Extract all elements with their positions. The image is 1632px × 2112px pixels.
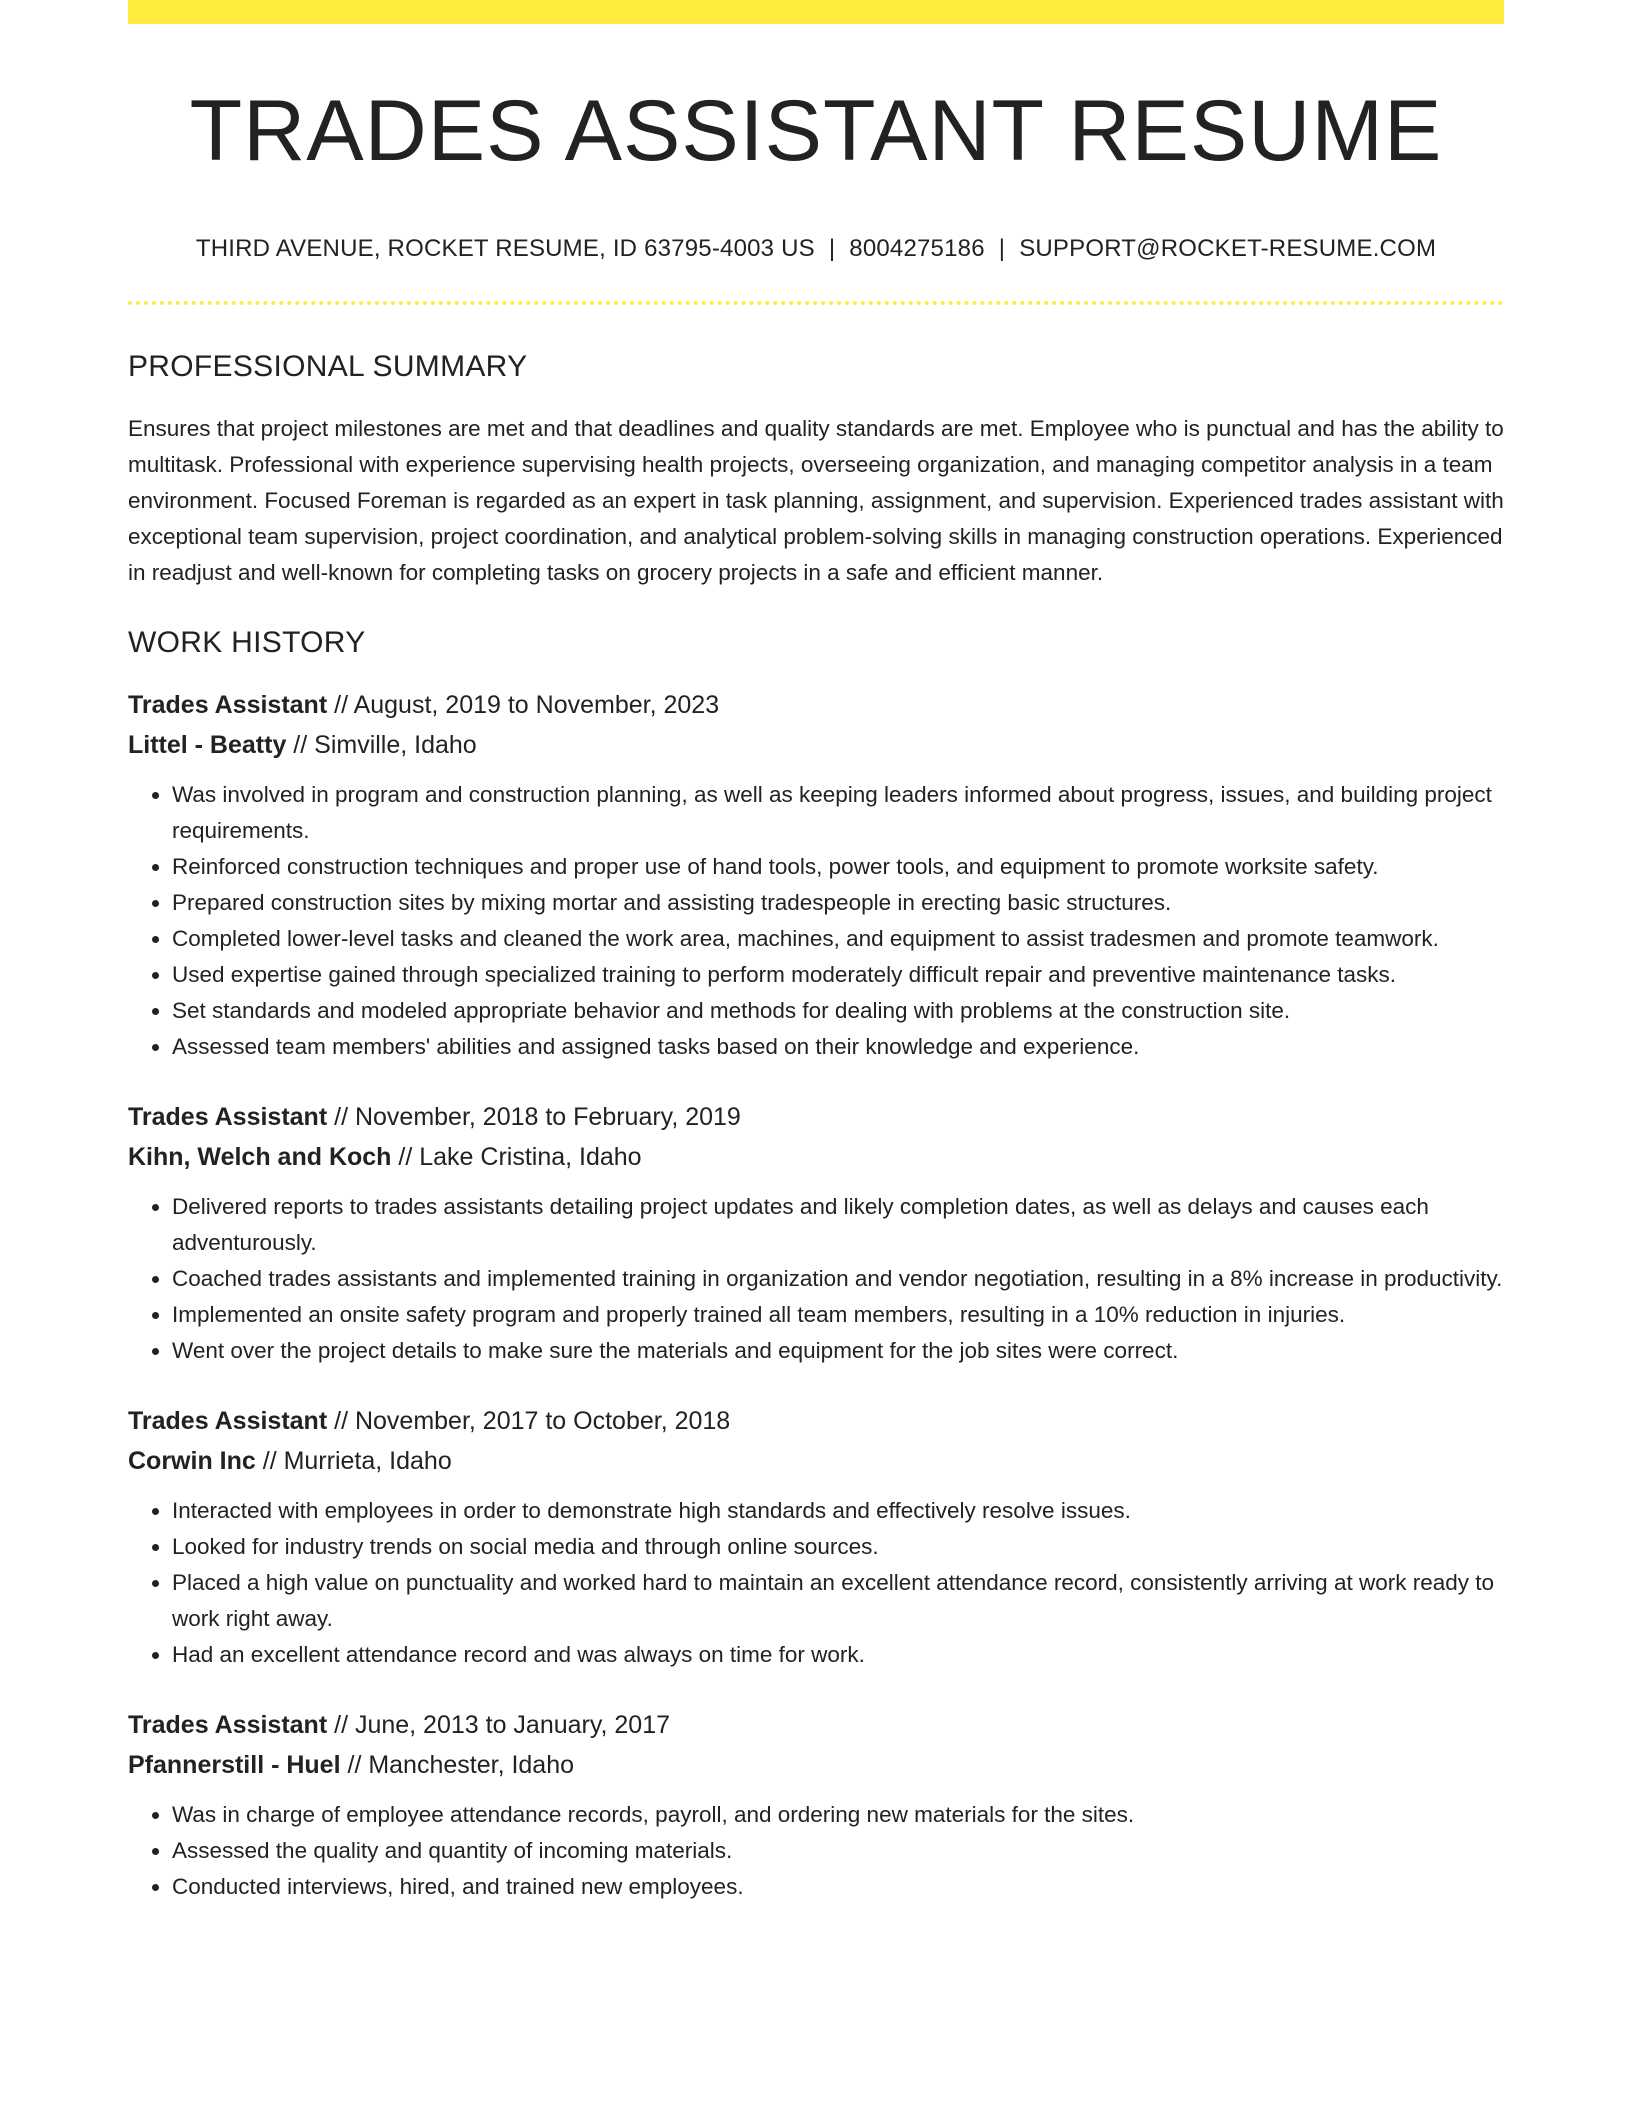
job-title: Trades Assistant <box>128 1103 328 1132</box>
job-title: Trades Assistant <box>128 691 328 720</box>
work-history-heading: WORK HISTORY <box>128 626 366 660</box>
list-item: • Coached trades assistants and implemented training in organization and vendor negotiation, resulting in a 8% increase in productivity. <box>172 1261 1504 1297</box>
work-history-list <box>128 685 1504 1905</box>
list-item: • Assessed the quality and quantity of incoming materials. <box>172 1833 1504 1869</box>
list-item: • Went over the project details to make sure the materials and equipment for the job sites were correct. <box>172 1333 1504 1369</box>
contact-email: SUPPORT@ROCKET-RESUME.COM <box>1019 234 1437 262</box>
job-entry <box>128 1705 1504 1905</box>
job-title-line <box>128 685 1504 725</box>
job-company-line <box>128 725 1504 765</box>
job-entry <box>128 1401 1504 1673</box>
resume-page <box>128 0 1504 1905</box>
list-item: • Delivered reports to trades assistants detailing project updates and likely completion dates, as well as delays and causes each adventurously. <box>172 1189 1504 1261</box>
list-item: • Reinforced construction techniques and proper use of hand tools, power tools, and equipment to promote worksite safety. <box>172 849 1504 885</box>
list-item: • Conducted interviews, hired, and trained new employees. <box>172 1869 1504 1905</box>
job-title-line <box>128 1097 1504 1137</box>
job-company-line <box>128 1745 1504 1785</box>
job-company: Pfannerstill - Huel <box>128 1751 341 1780</box>
contact-address: THIRD AVENUE, ROCKET RESUME, ID 63795-4003 US <box>195 234 815 262</box>
job-location: // Simville, Idaho <box>286 731 477 760</box>
job-location: // Lake Cristina, Idaho <box>391 1143 642 1172</box>
job-company: Littel - Beatty <box>128 731 287 760</box>
job-company: Kihn, Welch and Koch <box>128 1143 392 1172</box>
list-item: • Prepared construction sites by mixing mortar and assisting tradespeople in erecting basic structures. <box>172 885 1504 921</box>
contact-line <box>128 235 1504 264</box>
list-item: • Was involved in program and construction planning, as well as keeping leaders informed about progress, issues, and building project requirements. <box>172 777 1504 849</box>
list-item: • Set standards and modeled appropriate behavior and methods for dealing with problems at the construction site. <box>172 993 1504 1029</box>
job-title-line <box>128 1401 1504 1441</box>
job-dates: // August, 2019 to November, 2023 <box>327 691 720 720</box>
job-entry <box>128 1097 1504 1369</box>
job-entry <box>128 685 1504 1065</box>
resume-title: TRADES ASSISTANT RESUME <box>189 83 1443 179</box>
list-item: • Placed a high value on punctuality and worked hard to maintain an excellent attendance record, consistently arriving at work ready to work right away. <box>172 1565 1504 1637</box>
job-dates: // June, 2013 to January, 2017 <box>327 1711 671 1740</box>
job-location: // Manchester, Idaho <box>340 1751 575 1780</box>
accent-top-bar <box>128 0 1504 24</box>
job-title: Trades Assistant <box>128 1407 328 1436</box>
job-title-line <box>128 1705 1504 1745</box>
list-item: • Implemented an onsite safety program and properly trained all team members, resulting in a 10% reduction in injuries. <box>172 1297 1504 1333</box>
dotted-divider <box>128 301 1504 305</box>
contact-phone: 8004275186 <box>849 234 985 262</box>
job-dates: // November, 2017 to October, 2018 <box>327 1407 731 1436</box>
job-dates: // November, 2018 to February, 2019 <box>327 1103 741 1132</box>
job-bullets <box>128 1189 1504 1369</box>
list-item: • Completed lower-level tasks and cleaned the work area, machines, and equipment to assist tradesmen and promote teamwork. <box>172 921 1504 957</box>
contact-separator: | <box>828 234 836 262</box>
list-item: • Assessed team members' abilities and assigned tasks based on their knowledge and experience. <box>172 1029 1504 1065</box>
job-bullets <box>128 1493 1504 1673</box>
summary-text: Ensures that project milestones are met and that deadlines and quality standards are met. Employee who is punctual and has the ability to multitask. Professional with experience supervising health projects, overseeing organization, and managing competitor analysis in a team environment. Focused Foreman is regarded as an expert in task planning, assignment, and supervision. Experienced trades assistant with exceptional team supervision, project coordination, and analytical problem-solving skills in managing construction operations. Experienced in readjust and well-known for completing tasks on grocery projects in a safe and efficient manner. <box>128 416 1504 586</box>
list-item: • Had an excellent attendance record and was always on time for work. <box>172 1637 1504 1673</box>
list-item: • Looked for industry trends on social media and through online sources. <box>172 1529 1504 1565</box>
job-company-line <box>128 1441 1504 1481</box>
job-company-line <box>128 1137 1504 1177</box>
summary-heading: PROFESSIONAL SUMMARY <box>128 350 528 384</box>
job-company: Corwin Inc <box>128 1447 256 1476</box>
job-bullets <box>128 1797 1504 1905</box>
job-bullets <box>128 777 1504 1065</box>
list-item: • Used expertise gained through specialized training to perform moderately difficult repair and preventive maintenance tasks. <box>172 957 1504 993</box>
list-item: • Interacted with employees in order to demonstrate high standards and effectively resolve issues. <box>172 1493 1504 1529</box>
list-item: • Was in charge of employee attendance records, payroll, and ordering new materials for the sites. <box>172 1797 1504 1833</box>
job-location: // Murrieta, Idaho <box>255 1447 452 1476</box>
contact-separator: | <box>998 234 1006 262</box>
job-title: Trades Assistant <box>128 1711 328 1740</box>
